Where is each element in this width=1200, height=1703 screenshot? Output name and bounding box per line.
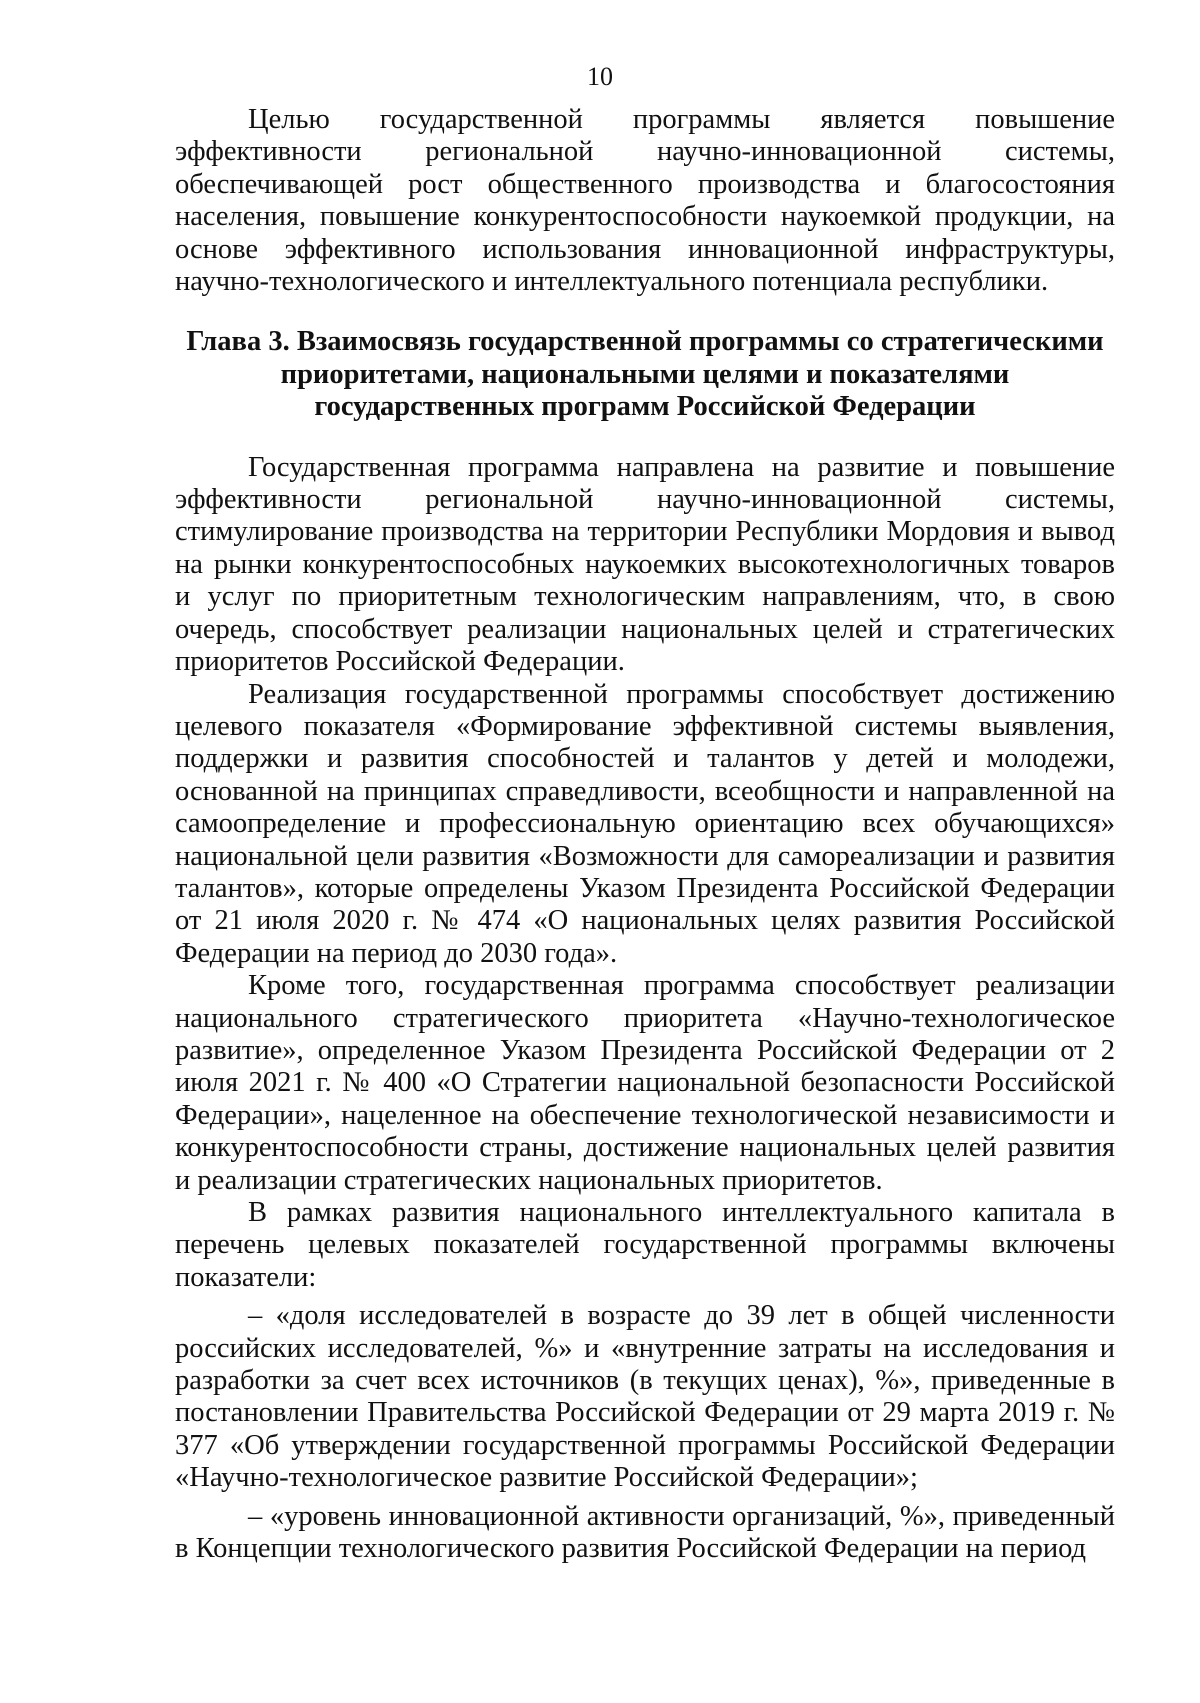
list-item: – «доля исследователей в возрасте до 39 лет в общей численности российских исследователей, %» и «внутренние затраты на исследования и разработки за счет всех источников (в текущих ценах), %», приведенные в постановлении Правительства Российской Федерации от 29 марта 2019 г. № 377 «Об утверждении государственной программы Российской Федерации «Научно-технологическое развитие Российской Федерации»; <box>175 1300 1115 1494</box>
intro-paragraph: Целью государственной программы является повышение эффективности региональной научно-инновационной системы, обеспечивающей рост общественного производства и благосостояния населения, повышение конкурентоспособности наукоемкой продукции, на основе эффективного использования инновационной инфраструктуры, научно-технологического и интеллектуального потенциала республики. <box>175 104 1115 298</box>
chapter-heading: Глава 3. Взаимосвязь государственной программы со стратегическими приоритетами, национальными целями и показателями государственных программ Российской Федерации <box>186 326 1104 423</box>
body-paragraph: Кроме того, государственная программа способствует реализации национального стратегического приоритета «Научно-технологическое развитие», определенное Указом Президента Российской Федерации от 2 июля 2021 г. № 400 «О Стратегии национальной безопасности Российской Федерации», нацеленное на обеспечение технологической независимости и конкурентоспособности страны, достижение национальных целей развития и реализации стратегических национальных приоритетов. <box>175 970 1115 1196</box>
document-body <box>175 104 1115 1565</box>
page-number: 10 <box>587 62 613 91</box>
body-paragraph: Государственная программа направлена на развитие и повышение эффективности региональной научно-инновационной системы, стимулирование производства на территории Республики Мордовия и вывод на рынки конкурентоспособных наукоемких высокотехнологичных товаров и услуг по приоритетным технологическим направлениям, что, в свою очередь, способствует реализации национальных целей и стратегических приоритетов Российской Федерации. <box>175 451 1115 678</box>
body-paragraph: Реализация государственной программы способствует достижению целевого показателя «Формирование эффективной системы выявления, поддержки и развития способностей и талантов у детей и молодежи, основанной на принципах справедливости, всеобщности и направленной на самоопределение и профессиональную ориентацию всех обучающихся» национальной цели развития «Возможности для самореализации и развития талантов», которые определены Указом Президента Российской Федерации от 21 июля 2020 г. № 474 «О национальных целях развития Российской Федерации на период до 2030 года». <box>175 678 1115 969</box>
list-item: – «уровень инновационной активности организаций, %», приведенный в Концепции технологического развития Российской Федерации на период <box>175 1500 1115 1565</box>
body-paragraph: В рамках развития национального интеллектуального капитала в перечень целевых показателей государственной программы включены показатели: <box>175 1197 1115 1293</box>
